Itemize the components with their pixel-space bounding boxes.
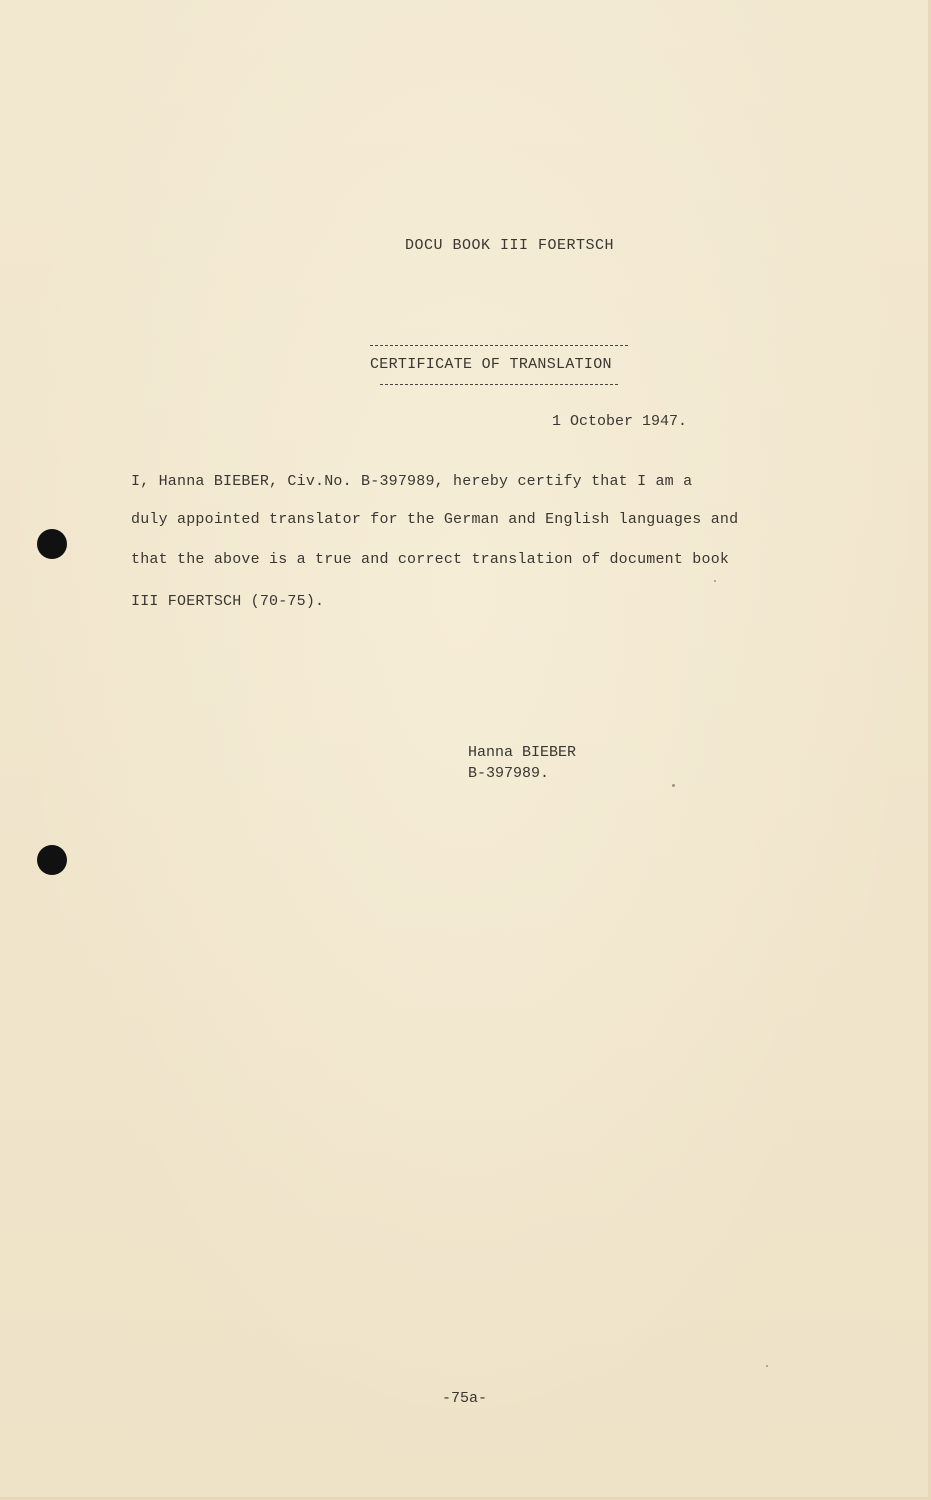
certificate-body-line: that the above is a true and correct translation of document book xyxy=(131,551,730,568)
page-number: -75a- xyxy=(442,1390,488,1407)
punch-hole xyxy=(37,529,67,559)
title-rule-top xyxy=(370,345,628,346)
signatory-number: B-397989. xyxy=(468,765,550,782)
paper-speck xyxy=(766,1365,768,1367)
document-book-header: DOCU BOOK III FOERTSCH xyxy=(405,237,615,254)
paper-speck xyxy=(672,784,675,787)
punch-hole xyxy=(37,845,67,875)
certificate-body-line: I, Hanna BIEBER, Civ.No. B-397989, hereby certify that I am a xyxy=(131,473,693,490)
title-rule-bottom xyxy=(380,384,618,385)
certificate-title: CERTIFICATE OF TRANSLATION xyxy=(370,356,612,373)
certificate-body-line: duly appointed translator for the German and English languages and xyxy=(131,511,739,528)
paper-speck xyxy=(714,580,716,582)
certificate-date: 1 October 1947. xyxy=(552,413,688,430)
certificate-body-line: III FOERTSCH (70-75). xyxy=(131,593,325,610)
signatory-name: Hanna BIEBER xyxy=(468,744,577,761)
